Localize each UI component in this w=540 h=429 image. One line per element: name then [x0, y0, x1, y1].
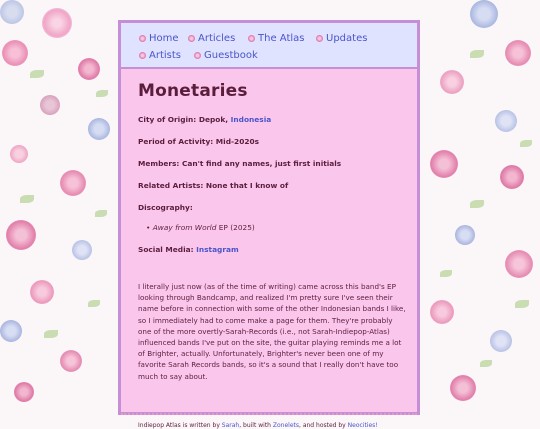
flower-bullet-icon: [188, 35, 195, 42]
discography-item: • Away from World EP (2025): [146, 223, 255, 232]
flower-bullet-icon: [248, 35, 255, 42]
author-link[interactable]: Sarah: [221, 422, 240, 429]
main-panel: [118, 20, 420, 429]
instagram-link[interactable]: Instagram: [196, 245, 239, 254]
nav-home-link[interactable]: Home: [139, 33, 179, 44]
nav-updates-link[interactable]: Updates: [316, 33, 367, 44]
nav-bar: [121, 23, 417, 69]
indonesia-link[interactable]: Indonesia: [230, 115, 272, 124]
nav-guestbook-link[interactable]: Guestbook: [194, 50, 258, 61]
article: [138, 81, 406, 381]
city-of-origin: City of Origin: Depok, Indonesia: [138, 115, 272, 124]
flower-bullet-icon: [139, 52, 146, 59]
discography-label: Discography:: [138, 203, 193, 212]
article-body: I literally just now (as of the time of writing) came across this band's EP looking through Bandcamp, and realized I'm pretty sure I've seen their name before in connection with some of the other Indonesian bands I like, so I immediately had to come make a page for them. They're probably one of the more overtly-Sarah-Records (i.e., not Sarah-Indiepop-Atlas) influenced bands I've put on the site, the guitar playing reminds me a lot of Brighter, actually. Unfortunately, Brighter's never been one of my favorite Sarah Records bands, so it's a sound that I really don't have too much to say about.: [138, 282, 406, 381]
zonelets-link[interactable]: Zonelets: [272, 422, 299, 429]
members: Members: Can't find any names, just first initials: [138, 159, 342, 168]
flower-bullet-icon: [194, 52, 201, 59]
period-of-activity: Period of Activity: Mid-2020s: [138, 137, 260, 146]
flower-bullet-icon: [139, 35, 146, 42]
flower-bullet-icon: [316, 35, 323, 42]
nav-articles-link[interactable]: Articles: [188, 33, 235, 44]
footer: Indiepop Atlas is written by Sarah, built with Zonelets, and hosted by Neocities!: [138, 422, 378, 429]
footer-divider: [121, 413, 417, 415]
nav-the-atlas-link[interactable]: The Atlas: [248, 33, 304, 44]
related-artists: Related Artists: None that I know of: [138, 181, 289, 190]
nav-artists-link[interactable]: Artists: [139, 50, 181, 61]
page-title: Monetaries: [138, 81, 248, 101]
social-media: Social Media: Instagram: [138, 245, 239, 254]
neocities-link[interactable]: Neocities!: [347, 422, 378, 429]
